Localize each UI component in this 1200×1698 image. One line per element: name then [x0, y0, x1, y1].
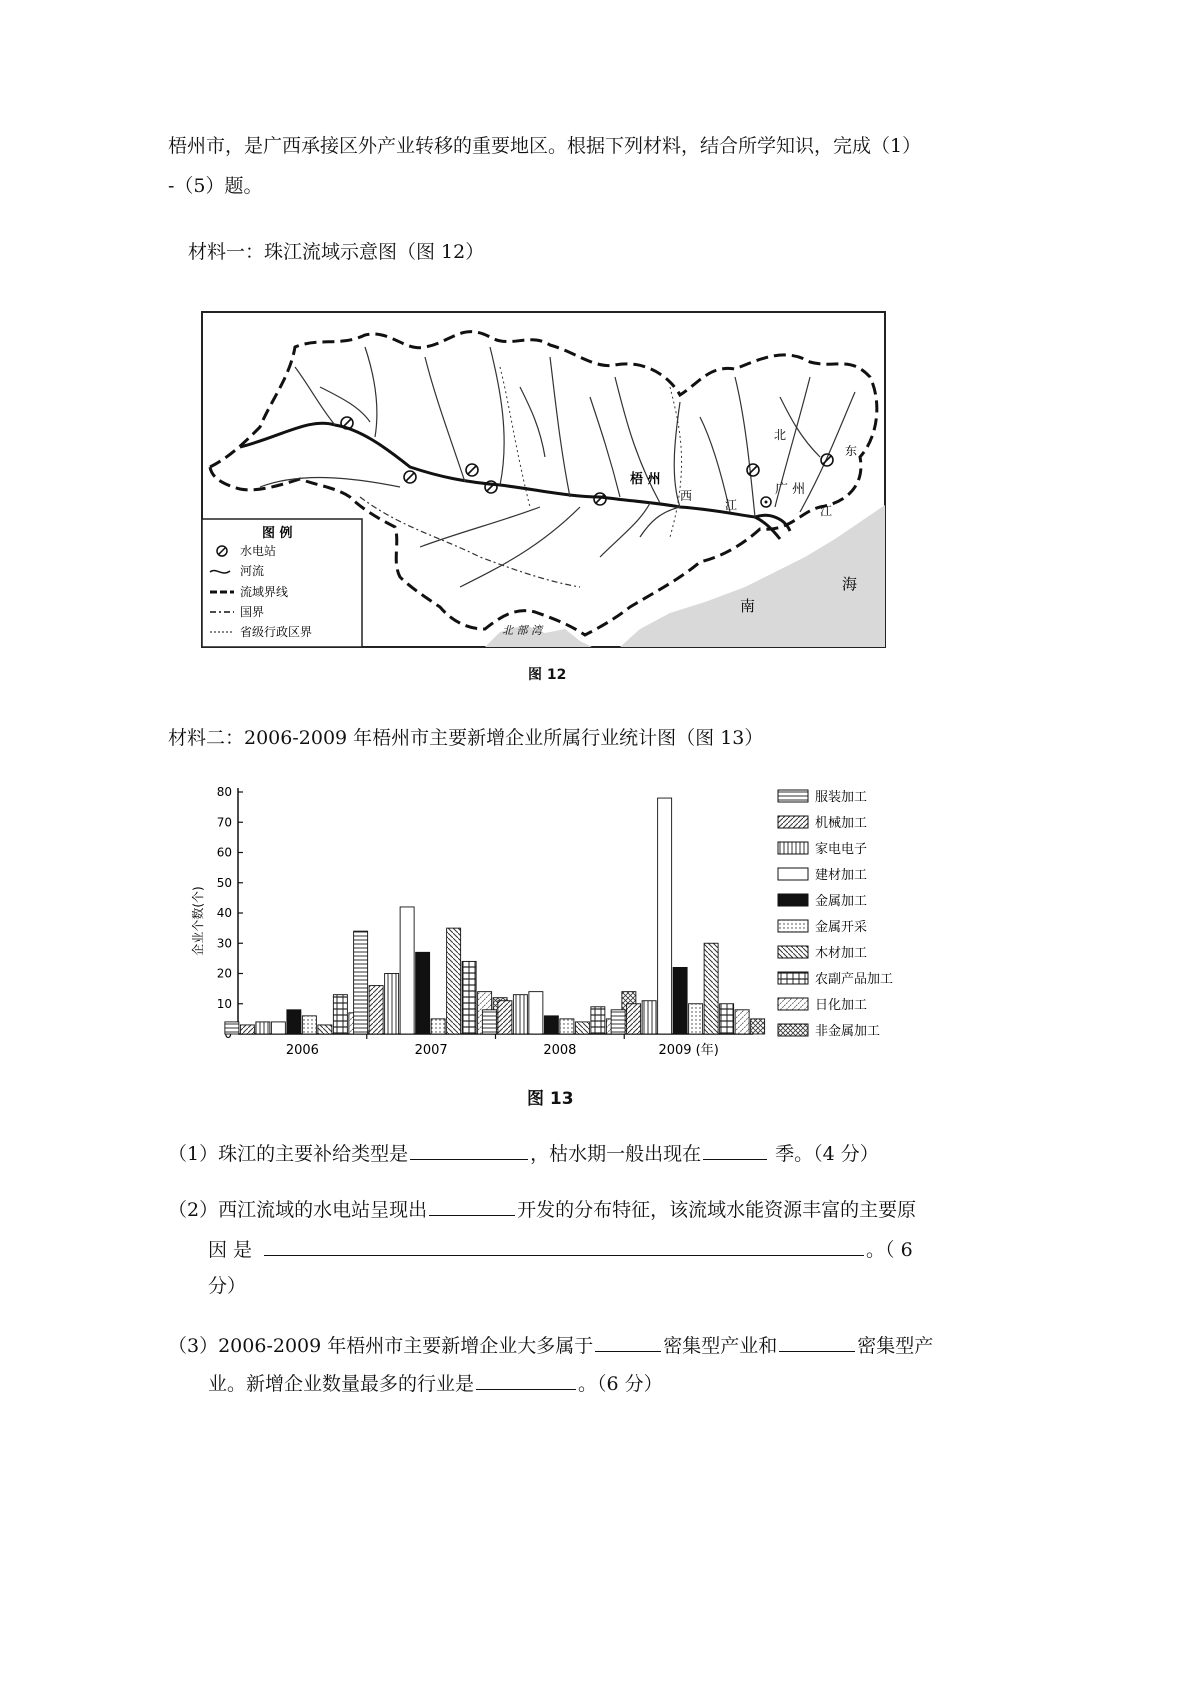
bar-2007-7	[462, 961, 476, 1034]
material1-title: 材料一：珠江流域示意图（图 12）	[188, 241, 485, 263]
label-bei: 北	[774, 428, 787, 442]
bar-2006-4	[287, 1010, 301, 1034]
figure-13-caption: 图 13	[527, 1089, 574, 1109]
bar-2006-1	[240, 1025, 254, 1034]
y-axis-label: 企业个数(个)	[191, 886, 205, 956]
legend-swatch	[778, 946, 808, 958]
bar-2008-5	[560, 1019, 574, 1034]
label-guangzhou: 广 州	[775, 482, 806, 497]
q2-text-b: 开发的分布特征，该流域水能资源丰富的主要原	[517, 1199, 917, 1221]
q3-text-d: 业。新增企业数量最多的行业是	[208, 1373, 475, 1395]
legend-swatch	[778, 868, 808, 880]
y-tick-label: 60	[216, 845, 232, 860]
legend-item-province-border: 省级行政区界	[240, 625, 313, 639]
bar-2006-6	[318, 1025, 332, 1034]
bar-2006-2	[256, 1022, 270, 1034]
label-wuzhou: 梧 州	[630, 472, 661, 487]
bar-2008-0	[482, 1010, 496, 1034]
question-2-line-1	[168, 1194, 916, 1226]
q3-text-e: 。（6 分）	[578, 1373, 663, 1395]
bar-2007-0	[354, 931, 368, 1034]
bar-2007-4	[416, 952, 430, 1034]
industry-bar-chart	[178, 778, 918, 1078]
bar-2009-4	[673, 967, 687, 1034]
bar-2009-0	[611, 1010, 625, 1034]
bar-2009-5	[689, 1004, 703, 1034]
bar-2008-2	[513, 995, 527, 1034]
legend-label: 机械加工	[815, 816, 868, 831]
y-tick-label: 20	[216, 966, 232, 981]
bar-2007-1	[369, 986, 383, 1034]
q2-blank-2[interactable]	[264, 1235, 864, 1256]
bar-2009-8	[735, 1010, 749, 1034]
legend-title: 图 例	[262, 526, 293, 541]
legend-label: 金属加工	[815, 894, 868, 909]
label-zhu-jiang: 江	[820, 504, 833, 518]
legend-swatch	[778, 842, 808, 854]
bar-2006-0	[225, 1022, 239, 1034]
bar-2009-3	[658, 798, 672, 1034]
legend-item-national-border: 国界	[240, 605, 265, 619]
intro-line-2: -（5）题。	[168, 175, 263, 197]
bar-2007-2	[385, 974, 399, 1035]
label-jiang: 江	[725, 498, 738, 512]
legend-swatch	[778, 920, 808, 932]
figure-12-caption: 图 12	[528, 667, 567, 683]
bar-2008-3	[529, 992, 543, 1034]
legend-swatch	[778, 790, 808, 802]
legend-swatch	[778, 972, 808, 984]
legend-item-river: 河流	[240, 564, 265, 578]
pearl-river-basin-map	[200, 307, 888, 650]
legend-item-basin-boundary: 流域界线	[240, 585, 289, 599]
legend-label: 金属开采	[815, 920, 868, 935]
legend-label: 服装加工	[815, 790, 868, 805]
map-legend	[202, 519, 362, 647]
legend-swatch	[778, 998, 808, 1010]
bar-2009-6	[704, 943, 718, 1034]
material2-title: 材料二：2006-2009 年梧州市主要新增企业所属行业统计图（图 13）	[168, 727, 764, 749]
q3-text-b: 密集型产业和	[663, 1335, 778, 1357]
legend-label: 家电电子	[815, 842, 868, 857]
q1-blank-1[interactable]	[410, 1139, 528, 1160]
q2-text-d: 。（ 6	[866, 1239, 913, 1261]
question-3-line-1	[168, 1330, 933, 1362]
label-nan: 南	[740, 597, 756, 615]
x-tick-label: 2007	[414, 1043, 448, 1058]
legend-label: 木材加工	[815, 946, 868, 961]
q3-blank-1[interactable]	[595, 1331, 661, 1352]
q2-text-a: （2）西江流域的水电站呈现出	[168, 1199, 428, 1221]
bar-2008-1	[498, 1001, 512, 1034]
legend-swatch	[778, 816, 808, 828]
label-hai: 海	[842, 575, 858, 593]
bar-2009-9	[751, 1019, 765, 1034]
question-2-line-3: 分）	[208, 1275, 247, 1297]
q3-text-a: （3）2006-2009 年梧州市主要新增企业大多属于	[168, 1335, 594, 1357]
y-tick-label: 30	[216, 936, 232, 951]
q1-text-b: ，枯水期一般出现在	[530, 1143, 702, 1165]
bar-2008-7	[591, 1007, 605, 1034]
bar-2006-3	[271, 1022, 285, 1034]
x-tick-label: 2008	[543, 1043, 577, 1058]
label-dong: 东	[845, 444, 858, 458]
q3-blank-3[interactable]	[476, 1369, 576, 1390]
y-tick-label: 10	[216, 996, 232, 1011]
x-tick-label: 2006	[285, 1043, 319, 1058]
q1-text-c: 季。（4 分）	[769, 1143, 879, 1165]
bar-2009-2	[642, 1001, 656, 1034]
question-1	[168, 1138, 879, 1170]
y-tick-label: 50	[216, 875, 232, 890]
legend-label: 农副产品加工	[815, 972, 894, 987]
bar-2008-4	[544, 1016, 558, 1034]
bar-2008-6	[575, 1022, 589, 1034]
bar-2007-6	[447, 928, 461, 1034]
y-tick-label: 80	[216, 785, 232, 799]
q1-blank-2[interactable]	[703, 1139, 767, 1160]
label-xi: 西	[680, 489, 693, 503]
y-tick-label: 70	[216, 815, 232, 830]
q3-text-c: 密集型产	[857, 1335, 934, 1357]
bar-2007-3	[400, 907, 414, 1034]
q3-blank-2[interactable]	[779, 1331, 855, 1352]
legend-label: 建材加工	[815, 868, 868, 883]
bar-2009-1	[627, 1004, 641, 1034]
y-tick-label: 40	[216, 906, 232, 920]
legend-label: 非金属加工	[815, 1024, 881, 1039]
bar-2006-7	[333, 995, 347, 1034]
bar-2006-5	[302, 1016, 316, 1034]
bar-2009-7	[720, 1004, 734, 1034]
q2-blank-1[interactable]	[429, 1195, 515, 1216]
label-beibu-gulf: 北 部 湾	[502, 624, 542, 637]
question-2-line-2	[208, 1234, 913, 1266]
legend-swatch	[778, 894, 808, 906]
legend-item-hydro: 水电站	[240, 544, 277, 558]
q1-text-a: （1）珠江的主要补给类型是	[168, 1143, 409, 1165]
legend-swatch	[778, 1024, 808, 1036]
question-3-line-2	[208, 1368, 663, 1400]
legend-label: 日化加工	[815, 998, 868, 1013]
intro-line-1: 梧州市，是广西承接区外产业转移的重要地区。根据下列材料，结合所学知识，完成（1）	[168, 135, 922, 157]
bar-2007-5	[431, 1019, 445, 1034]
x-tick-label: 2009 (年)	[658, 1043, 719, 1058]
q2-text-c: 因 是	[208, 1239, 253, 1261]
